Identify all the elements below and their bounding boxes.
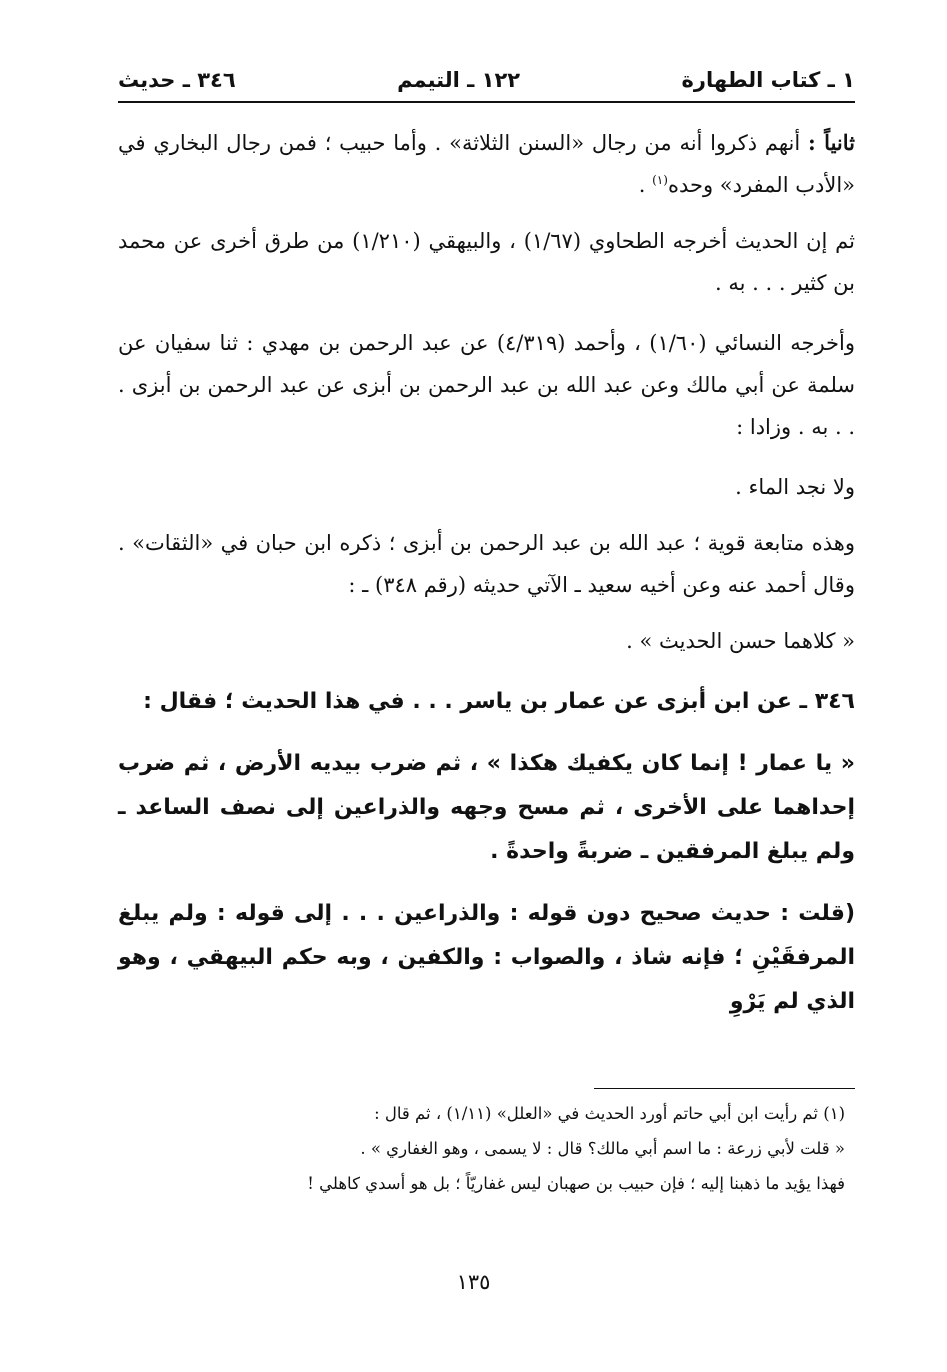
footnote-line-1: (١) ثم رأيت ابن أبي حاتم أورد الحديث في «العلل» (١/١١) ، ثم قال : — [374, 1104, 845, 1123]
paragraph-secondly-end: . — [638, 173, 653, 197]
paragraph-nasai: وأخرجه النسائي (١/٦٠) ، وأحمد (٤/٣١٩) عن عبد الرحمن بن مهدي : ثنا سفيان عن سلمة عن أبي مالك وعن عبد الله بن عبد الرحمن بن أبزى عن عبد الرحمن بن أبزى . . . به . وزادا : — [118, 331, 855, 439]
header-book-title: ١ ـ كتاب الطهارة — [681, 68, 855, 92]
footnote-line-3: فهذا يؤيد ما ذهبنا إليه ؛ فإن حبيب بن صهبان ليس غفاريّاً ؛ بل هو أسدي كاهلي ! — [307, 1174, 845, 1193]
paragraph-quote: « كلاهما حسن الحديث » . — [626, 629, 855, 653]
page-number: ١٣٥ — [456, 1270, 491, 1294]
header-divider — [118, 101, 855, 103]
main-text — [118, 122, 855, 1042]
hadith-346-text: « يا عمار ! إنما كان يكفيك هكذا » ، ثم ضرب بيديه الأرض ، ثم ضرب إحداهما على الأخرى ، ثم مسح وجهه والذراعين إلى نصف الساعد ـ ولم يبلغ المرفقين ـ ضربةً واحدةً . — [118, 751, 855, 864]
header-hadith-number: ٣٤٦ ـ حديث — [118, 68, 236, 92]
running-header — [118, 62, 855, 98]
paragraph-tahawi: ثم إن الحديث أخرجه الطحاوي (١/٦٧) ، والبيهقي (١/٢١٠) من طرق أخرى عن محمد بن كثير . . . به . — [118, 229, 855, 295]
footnote-reference: (١) — [652, 173, 668, 187]
paragraph-lead-word: ثانياً : — [808, 130, 855, 155]
paragraph-no-water: ولا نجد الماء . — [735, 475, 855, 499]
hadith-346-heading: ٣٤٦ ـ عن ابن أبزى عن عمار بن ياسر . . . في هذا الحديث ؛ فقال : — [143, 689, 855, 714]
paragraph-secondly-text: أنهم ذكروا أنه من رجال «السنن الثلاثة» . وأما حبيب ؛ فمن رجال البخاري في «الأدب المفرد» وحده — [118, 131, 855, 197]
footnotes — [150, 1096, 855, 1201]
paragraph-corroboration: وهذه متابعة قوية ؛ عبد الله بن عبد الرحمن بن أبزى ؛ ذكره ابن حبان في «الثقات» . وقال أحمد عنه وعن أخيه سعيد ـ الآتي حديثه (رقم ٣٤٨) ـ : — [118, 531, 855, 597]
footnote-line-2: « قلت لأبي زرعة : ما اسم أبي مالك؟ قال : لا يسمى ، وهو الغفاري » . — [360, 1139, 845, 1158]
hadith-346-grading: (قلت : حديث صحيح دون قوله : والذراعين . . . إلى قوله : ولم يبلغ المرفقَيْنِ ؛ فإنه شاذ ، والصواب : والكفين ، وبه حكم البيهقي ، وهو الذي لم يَرْوِ — [118, 901, 855, 1014]
footnote-divider — [594, 1088, 855, 1089]
paragraph-secondly — [118, 122, 855, 206]
header-chapter-title: ١٢٢ ـ التيمم — [397, 68, 521, 92]
